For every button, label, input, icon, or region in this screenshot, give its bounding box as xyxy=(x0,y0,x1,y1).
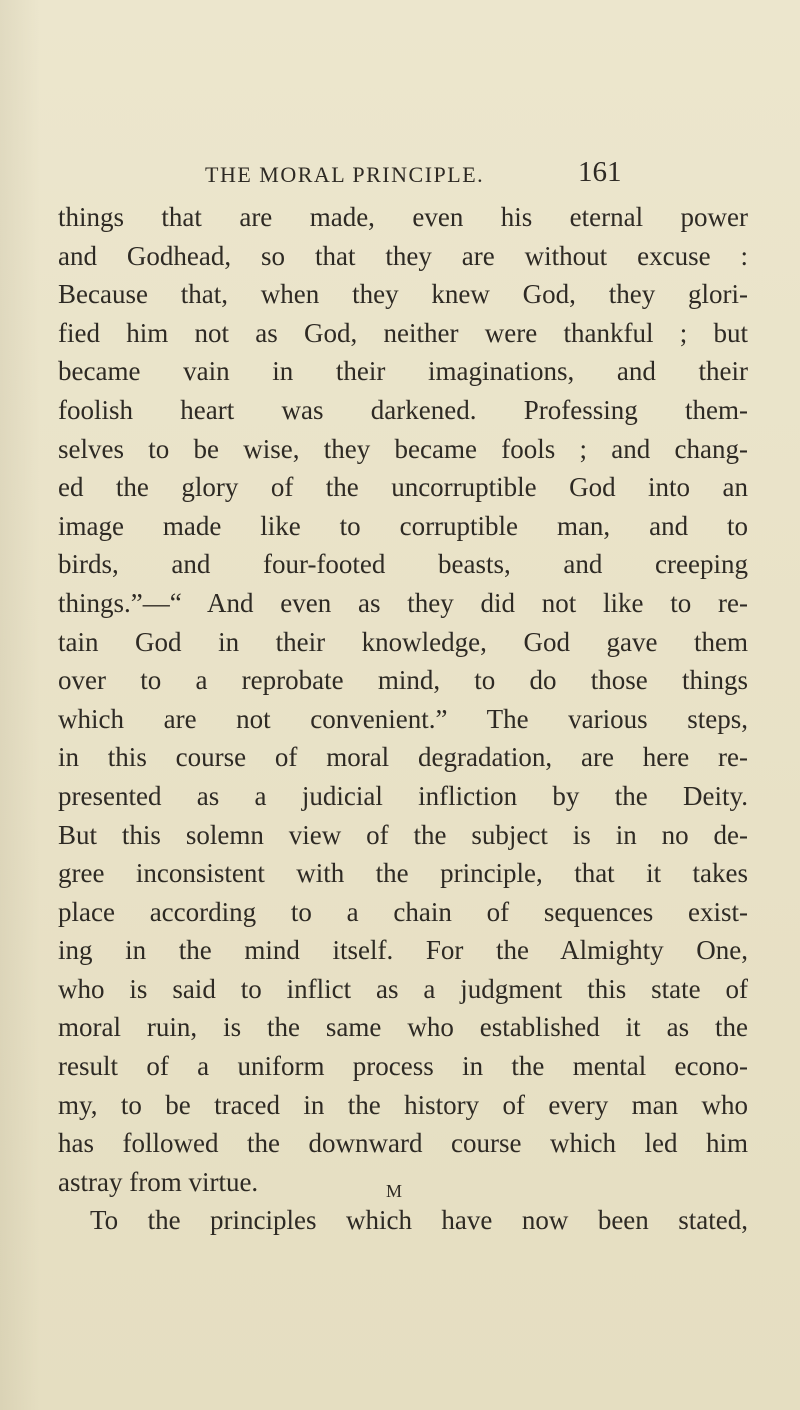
text-line: result of a uniform process in the mental econo- xyxy=(58,1051,748,1082)
text-line: which are not convenient.” The various steps, xyxy=(58,703,748,734)
text-line: moral ruin, is the same who established it as the xyxy=(58,1012,748,1043)
text-line: tain God in their knowledge, God gave them xyxy=(58,626,748,657)
text-line: has followed the downward course which led him xyxy=(58,1128,748,1159)
signature-mark: M xyxy=(386,1181,404,1201)
text-line: my, to be traced in the history of every man who xyxy=(58,1089,748,1120)
text-line: Because that, when they knew God, they glori- xyxy=(58,279,748,310)
text-line: presented as a judicial infliction by the Deity. xyxy=(58,780,748,811)
text-line: and Godhead, so that they are without excuse : xyxy=(58,240,748,271)
text-line: became vain in their imaginations, and their xyxy=(58,356,748,387)
text-line: selves to be wise, they became fools ; and chang- xyxy=(58,433,748,464)
text-line: birds, and four-footed beasts, and creeping xyxy=(58,549,748,580)
paragraph-start-line: To the principles which have now been stated, xyxy=(90,1205,748,1236)
text-line: But this solemn view of the subject is in no de- xyxy=(58,819,748,850)
page-header xyxy=(0,152,800,192)
text-line: fied him not as God, neither were thankful ; but xyxy=(58,317,748,348)
text-line: things that are made, even his eternal power xyxy=(58,202,748,232)
page-number: 161 xyxy=(578,156,622,188)
text-line: place according to a chain of sequences exist- xyxy=(58,896,748,927)
text-line: ed the glory of the uncorruptible God into an xyxy=(58,472,748,503)
text-line: over to a reprobate mind, to do those things xyxy=(58,665,748,696)
text-line: ing in the mind itself. For the Almighty One, xyxy=(58,935,748,966)
body-text xyxy=(58,198,748,1240)
text-line: in this course of moral degradation, are here re- xyxy=(58,742,748,773)
paragraph-end-line: astray from virtue. xyxy=(58,1166,259,1197)
text-line: gree inconsistent with the principle, that it takes xyxy=(58,858,748,889)
text-line: things.”—“ And even as they did not like to re- xyxy=(58,587,748,618)
text-line: image made like to corruptible man, and to xyxy=(58,510,748,541)
text-line: foolish heart was darkened. Professing them- xyxy=(58,394,748,425)
running-head: THE MORAL PRINCIPLE. xyxy=(205,162,485,187)
text-line: who is said to inflict as a judgment this state of xyxy=(58,973,748,1004)
